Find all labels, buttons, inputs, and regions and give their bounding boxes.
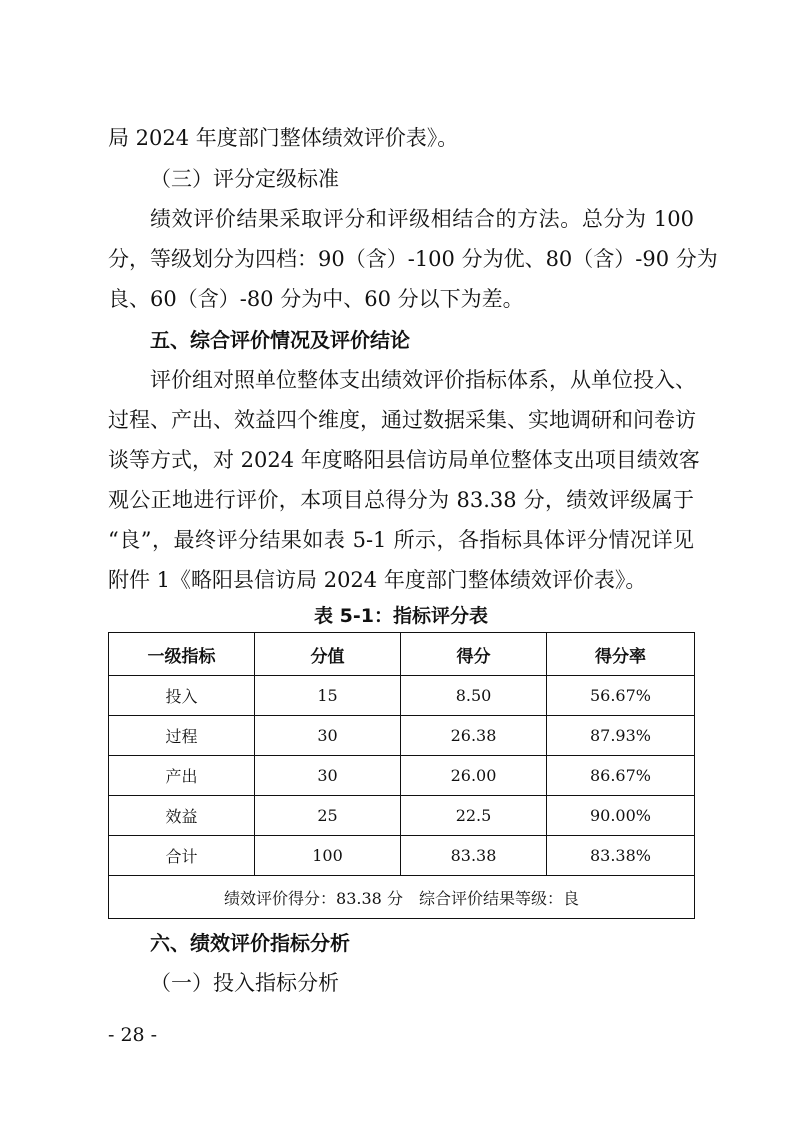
cell-score: 26.38 bbox=[401, 716, 547, 756]
summary-cell: 绩效评价得分：83.38 分 综合评价结果等级：良 bbox=[109, 876, 695, 919]
header-weight: 分值 bbox=[255, 633, 401, 676]
table-row bbox=[109, 676, 695, 716]
paragraph-line: 良、60（含）-80 分为中、60 分以下为差。 bbox=[108, 287, 524, 311]
cell-weight: 15 bbox=[255, 676, 401, 716]
cell-score: 22.5 bbox=[401, 796, 547, 836]
cell-score: 8.50 bbox=[401, 676, 547, 716]
cell-weight: 30 bbox=[255, 716, 401, 756]
cell-rate: 87.93% bbox=[547, 716, 695, 756]
table-header-row bbox=[109, 633, 695, 676]
table-row-total bbox=[109, 836, 695, 876]
header-score: 得分 bbox=[401, 633, 547, 676]
cell-indicator: 过程 bbox=[109, 716, 255, 756]
subsection-heading: （一）投入指标分析 bbox=[150, 971, 339, 995]
cell-indicator: 投入 bbox=[109, 676, 255, 716]
paragraph-line: 局 2024 年度部门整体绩效评价表》。 bbox=[108, 126, 459, 150]
cell-indicator: 合计 bbox=[109, 836, 255, 876]
paragraph-line: “良”，最终评分结果如表 5-1 所示，各指标具体评分情况详见 bbox=[108, 528, 694, 552]
section-heading: 五、综合评价情况及评价结论 bbox=[150, 328, 410, 352]
cell-score: 26.00 bbox=[401, 756, 547, 796]
table-row bbox=[109, 796, 695, 836]
table-summary-row bbox=[109, 876, 695, 919]
header-indicator: 一级指标 bbox=[109, 633, 255, 676]
cell-weight: 30 bbox=[255, 756, 401, 796]
paragraph-line: 观公正地进行评价，本项目总得分为 83.38 分，绩效评级属于 bbox=[108, 488, 694, 512]
cell-rate: 83.38% bbox=[547, 836, 695, 876]
cell-rate: 90.00% bbox=[547, 796, 695, 836]
paragraph-line: 谈等方式，对 2024 年度略阳县信访局单位整体支出项目绩效客 bbox=[108, 448, 700, 472]
cell-score: 83.38 bbox=[401, 836, 547, 876]
paragraph-line: 附件 1《略阳县信访局 2024 年度部门整体绩效评价表》。 bbox=[108, 568, 647, 592]
cell-rate: 86.67% bbox=[547, 756, 695, 796]
cell-indicator: 产出 bbox=[109, 756, 255, 796]
paragraph-line: 绩效评价结果采取评分和评级相结合的方法。总分为 100 bbox=[150, 207, 694, 231]
table-row bbox=[109, 756, 695, 796]
subsection-heading: （三）评分定级标准 bbox=[150, 167, 339, 191]
section-heading: 六、绩效评价指标分析 bbox=[150, 931, 350, 955]
paragraph-line: 评价组对照单位整体支出绩效评价指标体系，从单位投入、 bbox=[150, 368, 696, 392]
header-rate: 得分率 bbox=[547, 633, 695, 676]
paragraph-line: 分，等级划分为四档：90（含）-100 分为优、80（含）-90 分为 bbox=[108, 247, 718, 271]
table-row bbox=[109, 716, 695, 756]
cell-weight: 25 bbox=[255, 796, 401, 836]
cell-indicator: 效益 bbox=[109, 796, 255, 836]
cell-rate: 56.67% bbox=[547, 676, 695, 716]
cell-weight: 100 bbox=[255, 836, 401, 876]
score-table bbox=[108, 632, 695, 919]
page-number: - 28 - bbox=[108, 1024, 158, 1046]
paragraph-line: 过程、产出、效益四个维度，通过数据采集、实地调研和问卷访 bbox=[108, 408, 696, 432]
table-caption: 表 5-1：指标评分表 bbox=[314, 605, 488, 627]
